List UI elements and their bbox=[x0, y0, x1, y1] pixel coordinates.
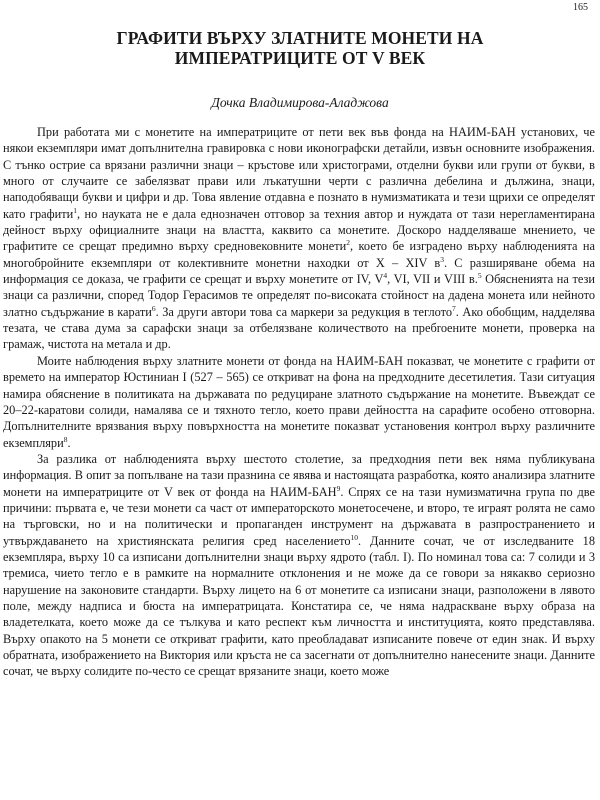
article-body bbox=[3, 124, 595, 680]
footnote-ref-4[interactable]: 4 bbox=[383, 270, 388, 280]
page-number: 165 bbox=[573, 2, 588, 13]
footnote-ref-9[interactable]: 9 bbox=[336, 483, 341, 493]
text-span: Обясненията на тези знаци са различни, според Тодор Герасимов те определят по-високата стойност на дадена монета или нейното златно съдържание в карати bbox=[3, 272, 595, 319]
paragraph-3 bbox=[3, 451, 595, 680]
text-span: . Данните сочат, че от изследваните 18 екземпляра, върху 10 са изписани допълнителни знаци върху ядрото (табл. I). По номинал това са: 7 солиди и 3 тремиса, чието тегло е в рамките на нормалните отклонения и не може да се говори за някакво сериозно нарушение на законовите стандарти. Върху лицето на 6 от монетите са изписани знаци, разположени в лявото поле, между надписа и бюста на императрицата. Констатира се, че няма надраскване върху образа на владетелката, което може да се тълкува и като респект към личността и институцията, която представлява. Върху опакото на 5 монети се откриват графити, като преобладават изписаните повече от един знак. И върху обратната, изображението на Виктория или кръста не са засегнати от допълнително нанесените знаци. Данните сочат, че върху солидите по-често се срещат врязаните знаци, което може bbox=[3, 533, 595, 679]
text-span: . Ако обобщим, надделява тезата, че става дума за сарафски знаци за отбелязване количеството на пребroените монети, проверка на грамаж, чистота на метала и др. bbox=[3, 304, 595, 352]
footnote-ref-2[interactable]: 2 bbox=[346, 238, 351, 248]
paragraph-1 bbox=[3, 124, 595, 353]
text-span: , VI, VII и VIII в. bbox=[387, 272, 478, 287]
text-span: За разлика от наблюденията върху шестото столетие, за предходния пети век няма публикувана информация. В опит за попълване на тази празнина се явява и настоящата разработка, която анализира златните монети на императриците от V век от фонда на НАИМ-БАН bbox=[3, 451, 595, 499]
footnote-ref-6[interactable]: 6 bbox=[151, 303, 156, 313]
text-span: . bbox=[67, 435, 71, 450]
title-line-1: ГРАФИТИ ВЪРХУ ЗЛАТНИТЕ МОНЕТИ НА bbox=[116, 28, 484, 48]
text-span: . За други автори това са маркери за редукция в теглото bbox=[155, 304, 453, 319]
text-span: , което бе изградено върху наблюденията на многобройните екземпляри от колективните монетни находки от X – XIV в bbox=[3, 239, 595, 270]
text-span: При работата ми с монетите на императриците от пети век във фонда на НАИМ-БАН установих, че някои екземпляри имат допълнителна гравировка с нови иконографски детайли, извън основните изображения. С тънко острие са врязани различни знаци – кръстове или христограми, отделни букви или групи от букви, в много от случаите се забелязват прави или лъкатушни черти с различна дебелина и дължина, знаци, наподобяващи букви и цифри и др. Това явление отдавна е познато в нумизматиката и тези щрихи се определят като графити bbox=[3, 125, 595, 221]
footnote-ref-3[interactable]: 3 bbox=[440, 254, 444, 264]
paragraph-2 bbox=[3, 353, 595, 451]
footnote-ref-8[interactable]: 8 bbox=[63, 434, 68, 444]
text-span: . Спрях се на тази нумизматична група по две причини: първата е, че тези монети са част от императорското монетосечене, и второ, те играят ролята не само на търговски, но и на политически и пропаганден инструмент на държавата в разпространението и утвърждаването на християнската религия сред населението bbox=[3, 484, 595, 548]
footnote-ref-5[interactable]: 5 bbox=[477, 270, 482, 280]
footnote-ref-10[interactable]: 10 bbox=[350, 532, 358, 542]
footnote-ref-7[interactable]: 7 bbox=[452, 303, 456, 313]
text-span: , но науката не е дала еднозначен отговор за техния автор и нуждата от тази нерегламентирана дейност върху официалните знаци на властта, каквито са монетите. Доскоро надделяваше мнението, че графитите се срещат предимно върху средновековните монети bbox=[3, 206, 595, 254]
footnote-ref-1[interactable]: 1 bbox=[73, 205, 77, 215]
text-span: Моите наблюдения върху златните монети от фонда на НАИМ-БАН показват, че монетите с графити от времето на император Юстиниан I (527 – 565) се откриват на фона на предходните десетилетия. Тази ситуация намира обяснение в политиката на държавата по редуциране златното съдържание на монетите. Въвеждат се 20–22-каратови солиди, намалява се и тяхното тегло, което прави дейността на сарафите особено отговорна. Допълнителните врязвания върху повърхността на монетите показват установения контрол върху различните екземпляри bbox=[3, 353, 595, 450]
article-title bbox=[40, 28, 560, 68]
text-span: . С разширяване обема на информация се доказа, че графити се срещат и върху монетите от IV, V bbox=[3, 255, 595, 287]
author-name: Дочка Владимирова-Аладжова bbox=[211, 95, 389, 110]
title-line-2: ИМПЕРАТРИЦИТЕ ОТ V ВЕК bbox=[174, 48, 426, 68]
